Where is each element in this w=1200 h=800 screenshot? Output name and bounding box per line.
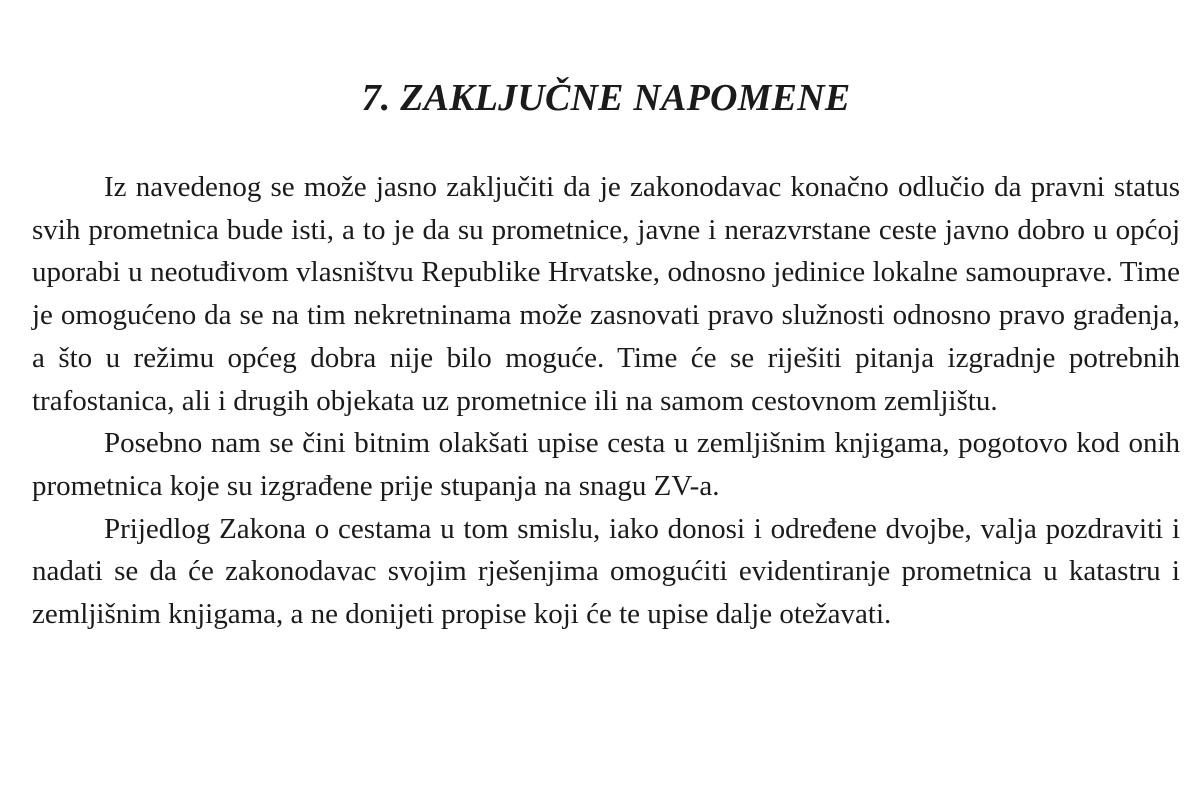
section-heading: 7. ZAKLJUČNE NAPOMENE (361, 77, 851, 119)
paragraph-land-registry: Posebno nam se čini bitnim olakšati upise cesta u zemljišnim knjigama, pogotovo kod onih prometnica koje su izgrađene prije stupanja na snagu ZV-a. (32, 427, 1180, 502)
paragraph-conclusion: Iz navedenog se može jasno zaključiti da je zakonodavac konačno odlučio da pravni status svih prometnica bude isti, a to je da su prometnice, javne i nerazvrstane ceste javno dobro u općoj uporabi u neotuđivom vlasništvu Republike Hrvatske, odnosno jedinice lokalne samouprave. Time je omogućeno da se na tim nekretninama može zasnovati pravo služnosti odnosno pravo građenja, a što u režimu općeg dobra nije bilo moguće. Time će se riješiti pitanja izgradnje potrebnih trafostanica, ali i drugih objekata uz prometnice ili na samom cestovnom zemljištu. (32, 171, 1180, 417)
document-page (32, 70, 1180, 636)
paragraph-roads-act-proposal: Prijedlog Zakona o cestama u tom smislu, iako donosi i određene dvojbe, valja pozdraviti i nadati se da će zakonodavac svojim rješenjima omogućiti evidentiranje prometnica u katastru i zemljišnim knjigama, a ne donijeti propise koji će te upise dalje otežavati. (32, 512, 1180, 631)
